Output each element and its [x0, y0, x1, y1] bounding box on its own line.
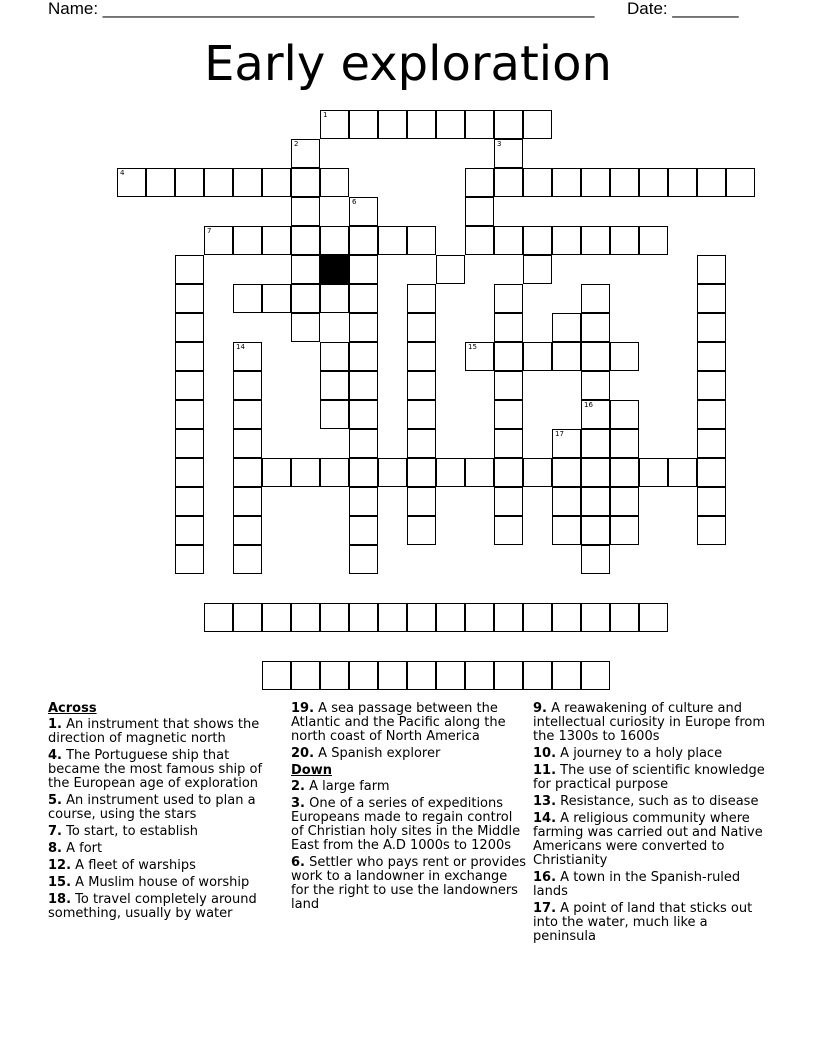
- grid-cell[interactable]: [349, 487, 378, 516]
- grid-cell[interactable]: [494, 168, 523, 197]
- grid-cell[interactable]: [610, 516, 639, 545]
- grid-cell[interactable]: [610, 429, 639, 458]
- grid-cell[interactable]: [552, 429, 581, 458]
- grid-cell[interactable]: [291, 197, 320, 226]
- grid-cell[interactable]: [175, 255, 204, 284]
- grid-cell[interactable]: [494, 110, 523, 139]
- grid-cell[interactable]: [639, 458, 668, 487]
- grid-cell[interactable]: [581, 429, 610, 458]
- clue-across-20: 20. A Spanish explorer: [291, 746, 441, 761]
- clue-across-5: 5. An instrument used to plan a course, using the stars: [48, 793, 256, 822]
- grid-cell[interactable]: [697, 255, 726, 284]
- clues-column-1: [48, 702, 278, 924]
- grid-cell[interactable]: [552, 661, 581, 690]
- grid-cell[interactable]: [494, 487, 523, 516]
- grid-cell[interactable]: [407, 110, 436, 139]
- grid-cell[interactable]: [233, 371, 262, 400]
- grid-cell[interactable]: [610, 458, 639, 487]
- grid-cell[interactable]: [204, 226, 233, 255]
- grid-cell[interactable]: [349, 226, 378, 255]
- grid-cell[interactable]: [523, 458, 552, 487]
- grid-cell[interactable]: [697, 284, 726, 313]
- grid-cell[interactable]: [494, 313, 523, 342]
- clue-down-3: 3. One of a series of expeditions Europeans made to regain control of Christian holy sites in the Middle East from the A.D 1000s to 1200s: [291, 796, 521, 853]
- grid-cell[interactable]: [436, 661, 465, 690]
- grid-cell[interactable]: [552, 603, 581, 632]
- grid-cell[interactable]: [581, 313, 610, 342]
- clue-across-1: 1. An instrument that shows the direction of magnetic north: [48, 717, 260, 746]
- grid-cell[interactable]: [552, 313, 581, 342]
- grid-cell[interactable]: [610, 168, 639, 197]
- grid-cell[interactable]: [436, 110, 465, 139]
- grid-cell[interactable]: [233, 516, 262, 545]
- grid-cell[interactable]: [378, 458, 407, 487]
- grid-cell[interactable]: [378, 661, 407, 690]
- grid-cell[interactable]: [697, 429, 726, 458]
- grid-cell[interactable]: [465, 197, 494, 226]
- grid-cell[interactable]: [407, 226, 436, 255]
- grid-cell[interactable]: [639, 603, 668, 632]
- grid-cell[interactable]: [552, 342, 581, 371]
- grid-cell[interactable]: [320, 661, 349, 690]
- grid-cell[interactable]: [233, 545, 262, 574]
- grid-cell[interactable]: [494, 284, 523, 313]
- grid-cell[interactable]: [436, 458, 465, 487]
- grid-cell[interactable]: [610, 342, 639, 371]
- grid-cell[interactable]: [233, 342, 262, 371]
- clue-down-9: 9. A reawakening of culture and intellectual curiosity in Europe from the 1300s to 1600s: [533, 701, 766, 744]
- grid-cell[interactable]: [552, 458, 581, 487]
- clue-number: 3: [497, 140, 502, 148]
- grid-cell[interactable]: [320, 458, 349, 487]
- grid-cell[interactable]: [668, 458, 697, 487]
- grid-cell[interactable]: [407, 284, 436, 313]
- clue-down-2: 2. A large farm: [291, 779, 390, 794]
- grid-cell[interactable]: [291, 603, 320, 632]
- blocked-cell: [320, 255, 349, 284]
- grid-cell[interactable]: [697, 342, 726, 371]
- grid-cell[interactable]: [349, 545, 378, 574]
- grid-cell[interactable]: [291, 168, 320, 197]
- grid-cell[interactable]: [697, 168, 726, 197]
- grid-cell[interactable]: [233, 284, 262, 313]
- grid-cell[interactable]: [320, 342, 349, 371]
- grid-cell[interactable]: [523, 661, 552, 690]
- grid-cell[interactable]: [262, 284, 291, 313]
- grid-cell[interactable]: [291, 458, 320, 487]
- grid-cell[interactable]: [407, 400, 436, 429]
- grid-cell[interactable]: [378, 603, 407, 632]
- grid-cell[interactable]: [262, 458, 291, 487]
- grid-cell[interactable]: [494, 226, 523, 255]
- grid-cell[interactable]: [581, 458, 610, 487]
- grid-cell[interactable]: [552, 487, 581, 516]
- grid-cell[interactable]: [494, 603, 523, 632]
- clue-down-17: 17. A point of land that sticks out into the water, much like a peninsula: [533, 901, 753, 944]
- date-field[interactable]: Date: _______: [627, 0, 739, 18]
- grid-cell[interactable]: [436, 603, 465, 632]
- grid-cell[interactable]: [291, 226, 320, 255]
- grid-cell[interactable]: [523, 226, 552, 255]
- grid-cell[interactable]: [349, 429, 378, 458]
- clue-across-7: 7. To start, to establish: [48, 824, 198, 839]
- grid-cell[interactable]: [175, 313, 204, 342]
- grid-cell[interactable]: [175, 371, 204, 400]
- grid-cell[interactable]: [465, 603, 494, 632]
- grid-cell[interactable]: [117, 168, 146, 197]
- clue-across-15: 15. A Muslim house of worship: [48, 875, 250, 890]
- grid-cell[interactable]: [639, 226, 668, 255]
- clue-number: 2: [294, 140, 299, 148]
- grid-cell[interactable]: [349, 255, 378, 284]
- grid-cell[interactable]: [494, 661, 523, 690]
- clue-down-11: 11. The use of scientific knowledge for practical purpose: [533, 763, 765, 792]
- grid-cell[interactable]: [697, 487, 726, 516]
- grid-cell[interactable]: [175, 487, 204, 516]
- clue-number: 6: [352, 198, 357, 206]
- grid-cell[interactable]: [494, 371, 523, 400]
- grid-cell[interactable]: [494, 139, 523, 168]
- grid-cell[interactable]: [349, 284, 378, 313]
- grid-cell[interactable]: [494, 400, 523, 429]
- grid-cell[interactable]: [523, 168, 552, 197]
- clue-number: 4: [120, 169, 125, 177]
- grid-cell[interactable]: [291, 661, 320, 690]
- grid-cell[interactable]: [581, 168, 610, 197]
- grid-cell[interactable]: [262, 226, 291, 255]
- grid-cell[interactable]: [262, 661, 291, 690]
- grid-cell[interactable]: [407, 603, 436, 632]
- grid-cell[interactable]: [610, 400, 639, 429]
- grid-cell[interactable]: [581, 545, 610, 574]
- grid-cell[interactable]: [291, 284, 320, 313]
- grid-cell[interactable]: [349, 400, 378, 429]
- grid-cell[interactable]: [233, 487, 262, 516]
- grid-cell[interactable]: [581, 516, 610, 545]
- grid-cell[interactable]: [494, 342, 523, 371]
- grid-cell[interactable]: [349, 197, 378, 226]
- grid-cell[interactable]: [378, 110, 407, 139]
- grid-cell[interactable]: [233, 603, 262, 632]
- clue-number: 16: [584, 401, 593, 409]
- grid-cell[interactable]: [523, 603, 552, 632]
- grid-cell[interactable]: [523, 342, 552, 371]
- grid-cell[interactable]: [610, 603, 639, 632]
- grid-cell[interactable]: [175, 284, 204, 313]
- grid-cell[interactable]: [697, 371, 726, 400]
- clue-across-8: 8. A fort: [48, 841, 103, 856]
- clue-number: 14: [236, 343, 245, 351]
- grid-cell[interactable]: [291, 313, 320, 342]
- grid-cell[interactable]: [610, 226, 639, 255]
- across-heading: Across: [48, 701, 97, 716]
- grid-cell[interactable]: [378, 226, 407, 255]
- grid-cell[interactable]: [407, 342, 436, 371]
- grid-cell[interactable]: [639, 168, 668, 197]
- grid-cell[interactable]: [668, 168, 697, 197]
- grid-cell[interactable]: [233, 226, 262, 255]
- grid-cell[interactable]: [465, 110, 494, 139]
- grid-cell[interactable]: [552, 226, 581, 255]
- grid-cell[interactable]: [697, 458, 726, 487]
- grid-cell[interactable]: [349, 661, 378, 690]
- grid-cell[interactable]: [175, 545, 204, 574]
- grid-cell[interactable]: [436, 255, 465, 284]
- grid-cell[interactable]: [233, 400, 262, 429]
- grid-cell[interactable]: [262, 168, 291, 197]
- grid-cell[interactable]: [523, 255, 552, 284]
- grid-cell[interactable]: [581, 661, 610, 690]
- grid-cell[interactable]: [581, 342, 610, 371]
- grid-cell[interactable]: [291, 255, 320, 284]
- grid-cell[interactable]: [494, 516, 523, 545]
- grid-cell[interactable]: [465, 661, 494, 690]
- grid-cell[interactable]: [697, 400, 726, 429]
- grid-cell[interactable]: [175, 429, 204, 458]
- grid-cell[interactable]: [552, 516, 581, 545]
- page-title: Early exploration: [204, 36, 612, 92]
- grid-cell[interactable]: [349, 516, 378, 545]
- grid-cell[interactable]: [320, 284, 349, 313]
- grid-cell[interactable]: [494, 458, 523, 487]
- grid-cell[interactable]: [697, 313, 726, 342]
- grid-cell[interactable]: [204, 603, 233, 632]
- clue-number: 15: [468, 343, 477, 351]
- grid-cell[interactable]: [552, 168, 581, 197]
- clue-number: 7: [207, 227, 212, 235]
- clue-down-14: 14. A religious community where farming was carried out and Native Americans were converted to Christianity: [533, 811, 763, 868]
- grid-cell[interactable]: [465, 458, 494, 487]
- grid-cell[interactable]: [262, 603, 291, 632]
- clue-down-10: 10. A journey to a holy place: [533, 746, 723, 761]
- grid-cell[interactable]: [610, 487, 639, 516]
- grid-cell[interactable]: [407, 371, 436, 400]
- grid-cell[interactable]: [349, 313, 378, 342]
- grid-cell[interactable]: [320, 400, 349, 429]
- grid-cell[interactable]: [291, 139, 320, 168]
- grid-cell[interactable]: [320, 371, 349, 400]
- grid-cell[interactable]: [465, 168, 494, 197]
- grid-cell[interactable]: [581, 371, 610, 400]
- grid-cell[interactable]: [581, 400, 610, 429]
- clue-across-4: 4. The Portuguese ship that became the most famous ship of the European age of exploration: [48, 748, 263, 791]
- grid-cell[interactable]: [407, 429, 436, 458]
- grid-cell[interactable]: [407, 458, 436, 487]
- grid-cell[interactable]: [320, 603, 349, 632]
- grid-cell[interactable]: [204, 168, 233, 197]
- grid-cell[interactable]: [697, 516, 726, 545]
- grid-cell[interactable]: [465, 226, 494, 255]
- grid-cell[interactable]: [233, 429, 262, 458]
- grid-cell[interactable]: [581, 487, 610, 516]
- grid-cell[interactable]: [320, 110, 349, 139]
- clues-column-2: [291, 702, 526, 915]
- clue-across-19: 19. A sea passage between the Atlantic and the Pacific along the north coast of North America: [291, 701, 506, 744]
- clues-column-3: [533, 702, 768, 947]
- grid-cell[interactable]: [726, 168, 755, 197]
- grid-cell[interactable]: [320, 226, 349, 255]
- grid-cell[interactable]: [175, 400, 204, 429]
- grid-cell[interactable]: [146, 168, 175, 197]
- grid-cell[interactable]: [349, 110, 378, 139]
- clue-number: 17: [555, 430, 564, 438]
- name-field[interactable]: Name: ____________________________________________________: [48, 0, 595, 18]
- grid-cell[interactable]: [175, 168, 204, 197]
- grid-cell[interactable]: [349, 371, 378, 400]
- clue-number: 1: [323, 111, 328, 119]
- clue-down-6: 6. Settler who pays rent or provides work to a landowner in exchange for the right to use the landowners land: [291, 855, 526, 912]
- grid-cell[interactable]: [175, 458, 204, 487]
- grid-cell[interactable]: [175, 342, 204, 371]
- grid-cell[interactable]: [581, 603, 610, 632]
- down-heading: Down: [291, 763, 332, 778]
- grid-cell[interactable]: [349, 458, 378, 487]
- clue-across-18: 18. To travel completely around something, usually by water: [48, 892, 257, 921]
- grid-cell[interactable]: [465, 342, 494, 371]
- grid-cell[interactable]: [581, 284, 610, 313]
- grid-cell[interactable]: [233, 458, 262, 487]
- grid-cell[interactable]: [349, 342, 378, 371]
- grid-cell[interactable]: [320, 168, 349, 197]
- grid-cell[interactable]: [523, 110, 552, 139]
- grid-cell[interactable]: [407, 487, 436, 516]
- grid-cell[interactable]: [349, 603, 378, 632]
- clue-down-16: 16. A town in the Spanish-ruled lands: [533, 870, 741, 899]
- grid-cell[interactable]: [233, 168, 262, 197]
- grid-cell[interactable]: [494, 429, 523, 458]
- clue-across-12: 12. A fleet of warships: [48, 858, 196, 873]
- grid-cell[interactable]: [407, 516, 436, 545]
- grid-cell[interactable]: [407, 313, 436, 342]
- grid-cell[interactable]: [175, 516, 204, 545]
- grid-cell[interactable]: [581, 226, 610, 255]
- grid-cell[interactable]: [407, 661, 436, 690]
- clue-down-13: 13. Resistance, such as to disease: [533, 794, 759, 809]
